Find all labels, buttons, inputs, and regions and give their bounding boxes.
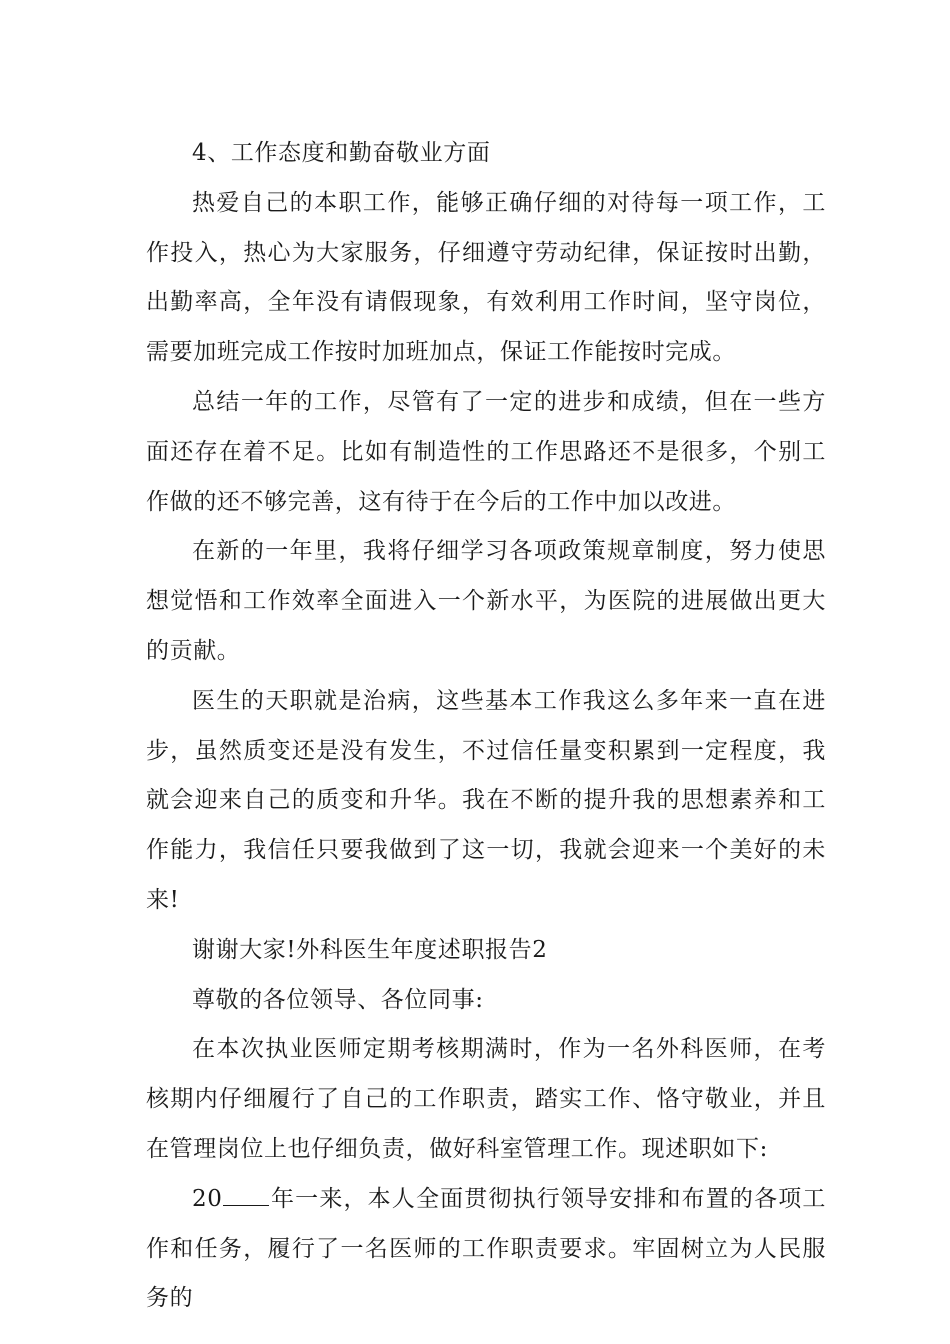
document-body <box>146 129 826 1324</box>
section-heading: 4、工作态度和勤奋敬业方面 <box>192 140 491 166</box>
paragraph-text: 年一来，本人全面贯彻执行领导安排和布置的各项工作和任务，履行了一名医师的工作职责要求。牢固树立为人民服务的 <box>146 1185 826 1312</box>
year-blank <box>223 1182 269 1206</box>
salutation: 尊敬的各位领导、各位同事: <box>192 986 484 1013</box>
paragraph: 热爱自己的本职工作，能够正确仔细的对待每一项工作，工作投入，热心为大家服务，仔细遵守劳动纪律，保证按时出勤，出勤率高，全年没有请假现象，有效利用工作时间，坚守岗位，需要加班完成工作按时加班加点，保证工作能按时完成。 <box>146 189 826 366</box>
paragraph-last <box>146 1175 826 1324</box>
paragraph: 在本次执业医师定期考核期满时，作为一名外科医师，在考核期内仔细履行了自己的工作职责，踏实工作、恪守敬业，并且在管理岗位上也仔细负责，做好科室管理工作。现述职如下: <box>146 1036 826 1162</box>
paragraph: 在新的一年里，我将仔细学习各项政策规章制度，努力使思想觉悟和工作效率全面进入一个新水平，为医院的进展做出更大的贡献。 <box>146 538 826 664</box>
year-prefix: 20 <box>192 1185 223 1212</box>
paragraph: 总结一年的工作，尽管有了一定的进步和成绩，但在一些方面还存在着不足。比如有制造性的工作思路还不是很多，个别工作做的还不够完善，这有待于在今后的工作中加以改进。 <box>146 388 826 515</box>
paragraph: 医生的天职就是治病，这些基本工作我这么多年来一直在进步，虽然质变还是没有发生，不过信任量变积累到一定程度，我就会迎来自己的质变和升华。我在不断的提升我的思想素养和工作能力，我信任只要我做到了这一切，我就会迎来一个美好的未来! <box>146 687 826 913</box>
report-title-line: 谢谢大家!外科医生年度述职报告2 <box>192 936 548 963</box>
